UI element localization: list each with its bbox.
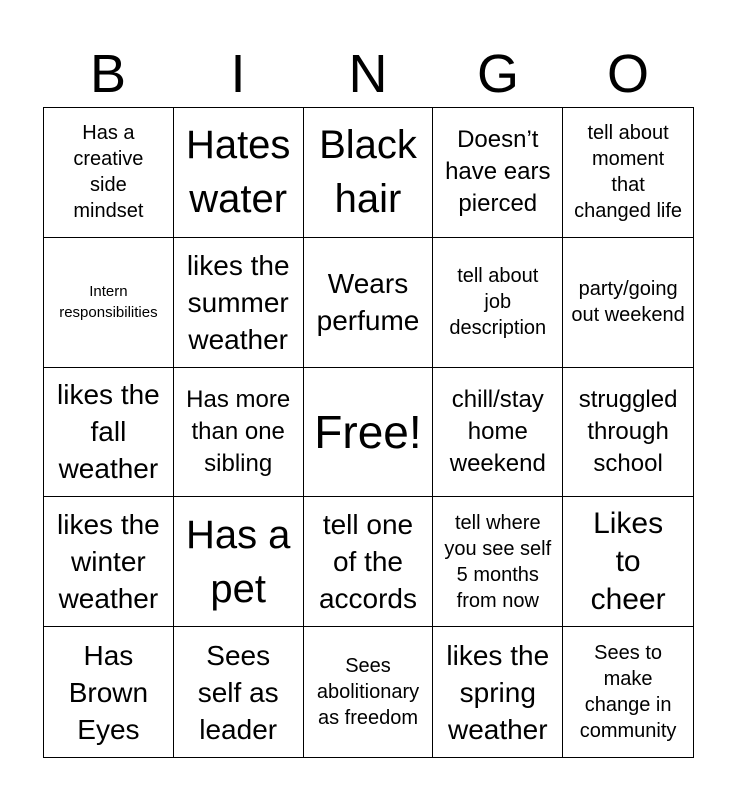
header-letter-n: N: [348, 44, 388, 104]
bingo-cell[interactable]: [433, 238, 563, 368]
cell-label: Sees to make change in community: [579, 642, 677, 743]
free-space-label: Free!: [314, 405, 422, 458]
bingo-board: [43, 107, 694, 758]
cell-label: chill/stay home weekend: [449, 385, 546, 477]
cell-label: Likes to cheer: [590, 506, 666, 616]
bingo-cell[interactable]: [44, 238, 174, 368]
cell-label: Wears perfume: [316, 268, 420, 337]
bingo-cell[interactable]: [44, 627, 174, 757]
bingo-cell[interactable]: [304, 238, 434, 368]
bingo-cell[interactable]: [563, 238, 693, 368]
bingo-cell[interactable]: [304, 627, 434, 757]
cell-label: Intern responsibilities: [59, 283, 158, 322]
cell-label: Hates water: [185, 123, 291, 222]
bingo-cell[interactable]: [433, 108, 563, 238]
header-letter-o: O: [606, 44, 649, 104]
free-space[interactable]: [304, 368, 434, 498]
bingo-cell[interactable]: [563, 108, 693, 238]
bingo-cell[interactable]: [304, 497, 434, 627]
cell-label: Has a creative side mindset: [73, 122, 144, 223]
bingo-cell[interactable]: [174, 238, 304, 368]
cell-label: likes the spring weather: [446, 639, 550, 745]
bingo-cell[interactable]: [174, 627, 304, 757]
bingo-header: [43, 40, 693, 108]
bingo-cell[interactable]: [44, 497, 174, 627]
cell-label: likes the fall weather: [57, 379, 160, 485]
cell-label: Has more than one sibling: [186, 385, 291, 477]
cell-label: Doesn’t have ears pierced: [445, 126, 551, 218]
bingo-cell[interactable]: [44, 368, 174, 498]
bingo-cell[interactable]: [563, 497, 693, 627]
bingo-cell[interactable]: [44, 108, 174, 238]
cell-label: Sees abolitionary as freedom: [316, 655, 420, 730]
cell-label: tell about moment that changed life: [574, 122, 683, 223]
cell-label: Has Brown Eyes: [68, 639, 149, 745]
cell-label: Has a pet: [185, 512, 291, 611]
cell-label: tell one of the accords: [318, 509, 417, 615]
cell-label: tell where you see self 5 months from now: [444, 511, 552, 612]
bingo-cell[interactable]: [174, 108, 304, 238]
bingo-cell[interactable]: [433, 497, 563, 627]
cell-label: likes the summer weather: [186, 249, 290, 355]
header-letter-b: B: [89, 44, 127, 104]
bingo-cell[interactable]: [174, 368, 304, 498]
bingo-cell[interactable]: [563, 627, 693, 757]
cell-label: Black hair: [319, 123, 417, 222]
bingo-cell[interactable]: [433, 627, 563, 757]
cell-label: struggled through school: [578, 385, 678, 477]
bingo-cell[interactable]: [563, 368, 693, 498]
bingo-cell[interactable]: [174, 497, 304, 627]
bingo-cell[interactable]: [304, 108, 434, 238]
cell-label: Sees self as leader: [197, 639, 279, 745]
bingo-cell[interactable]: [433, 368, 563, 498]
cell-label: party/going out weekend: [571, 278, 685, 327]
cell-label: tell about job description: [449, 265, 547, 340]
header-letter-g: G: [476, 44, 519, 104]
header-letter-i: I: [230, 44, 246, 104]
cell-label: likes the winter weather: [57, 509, 160, 615]
